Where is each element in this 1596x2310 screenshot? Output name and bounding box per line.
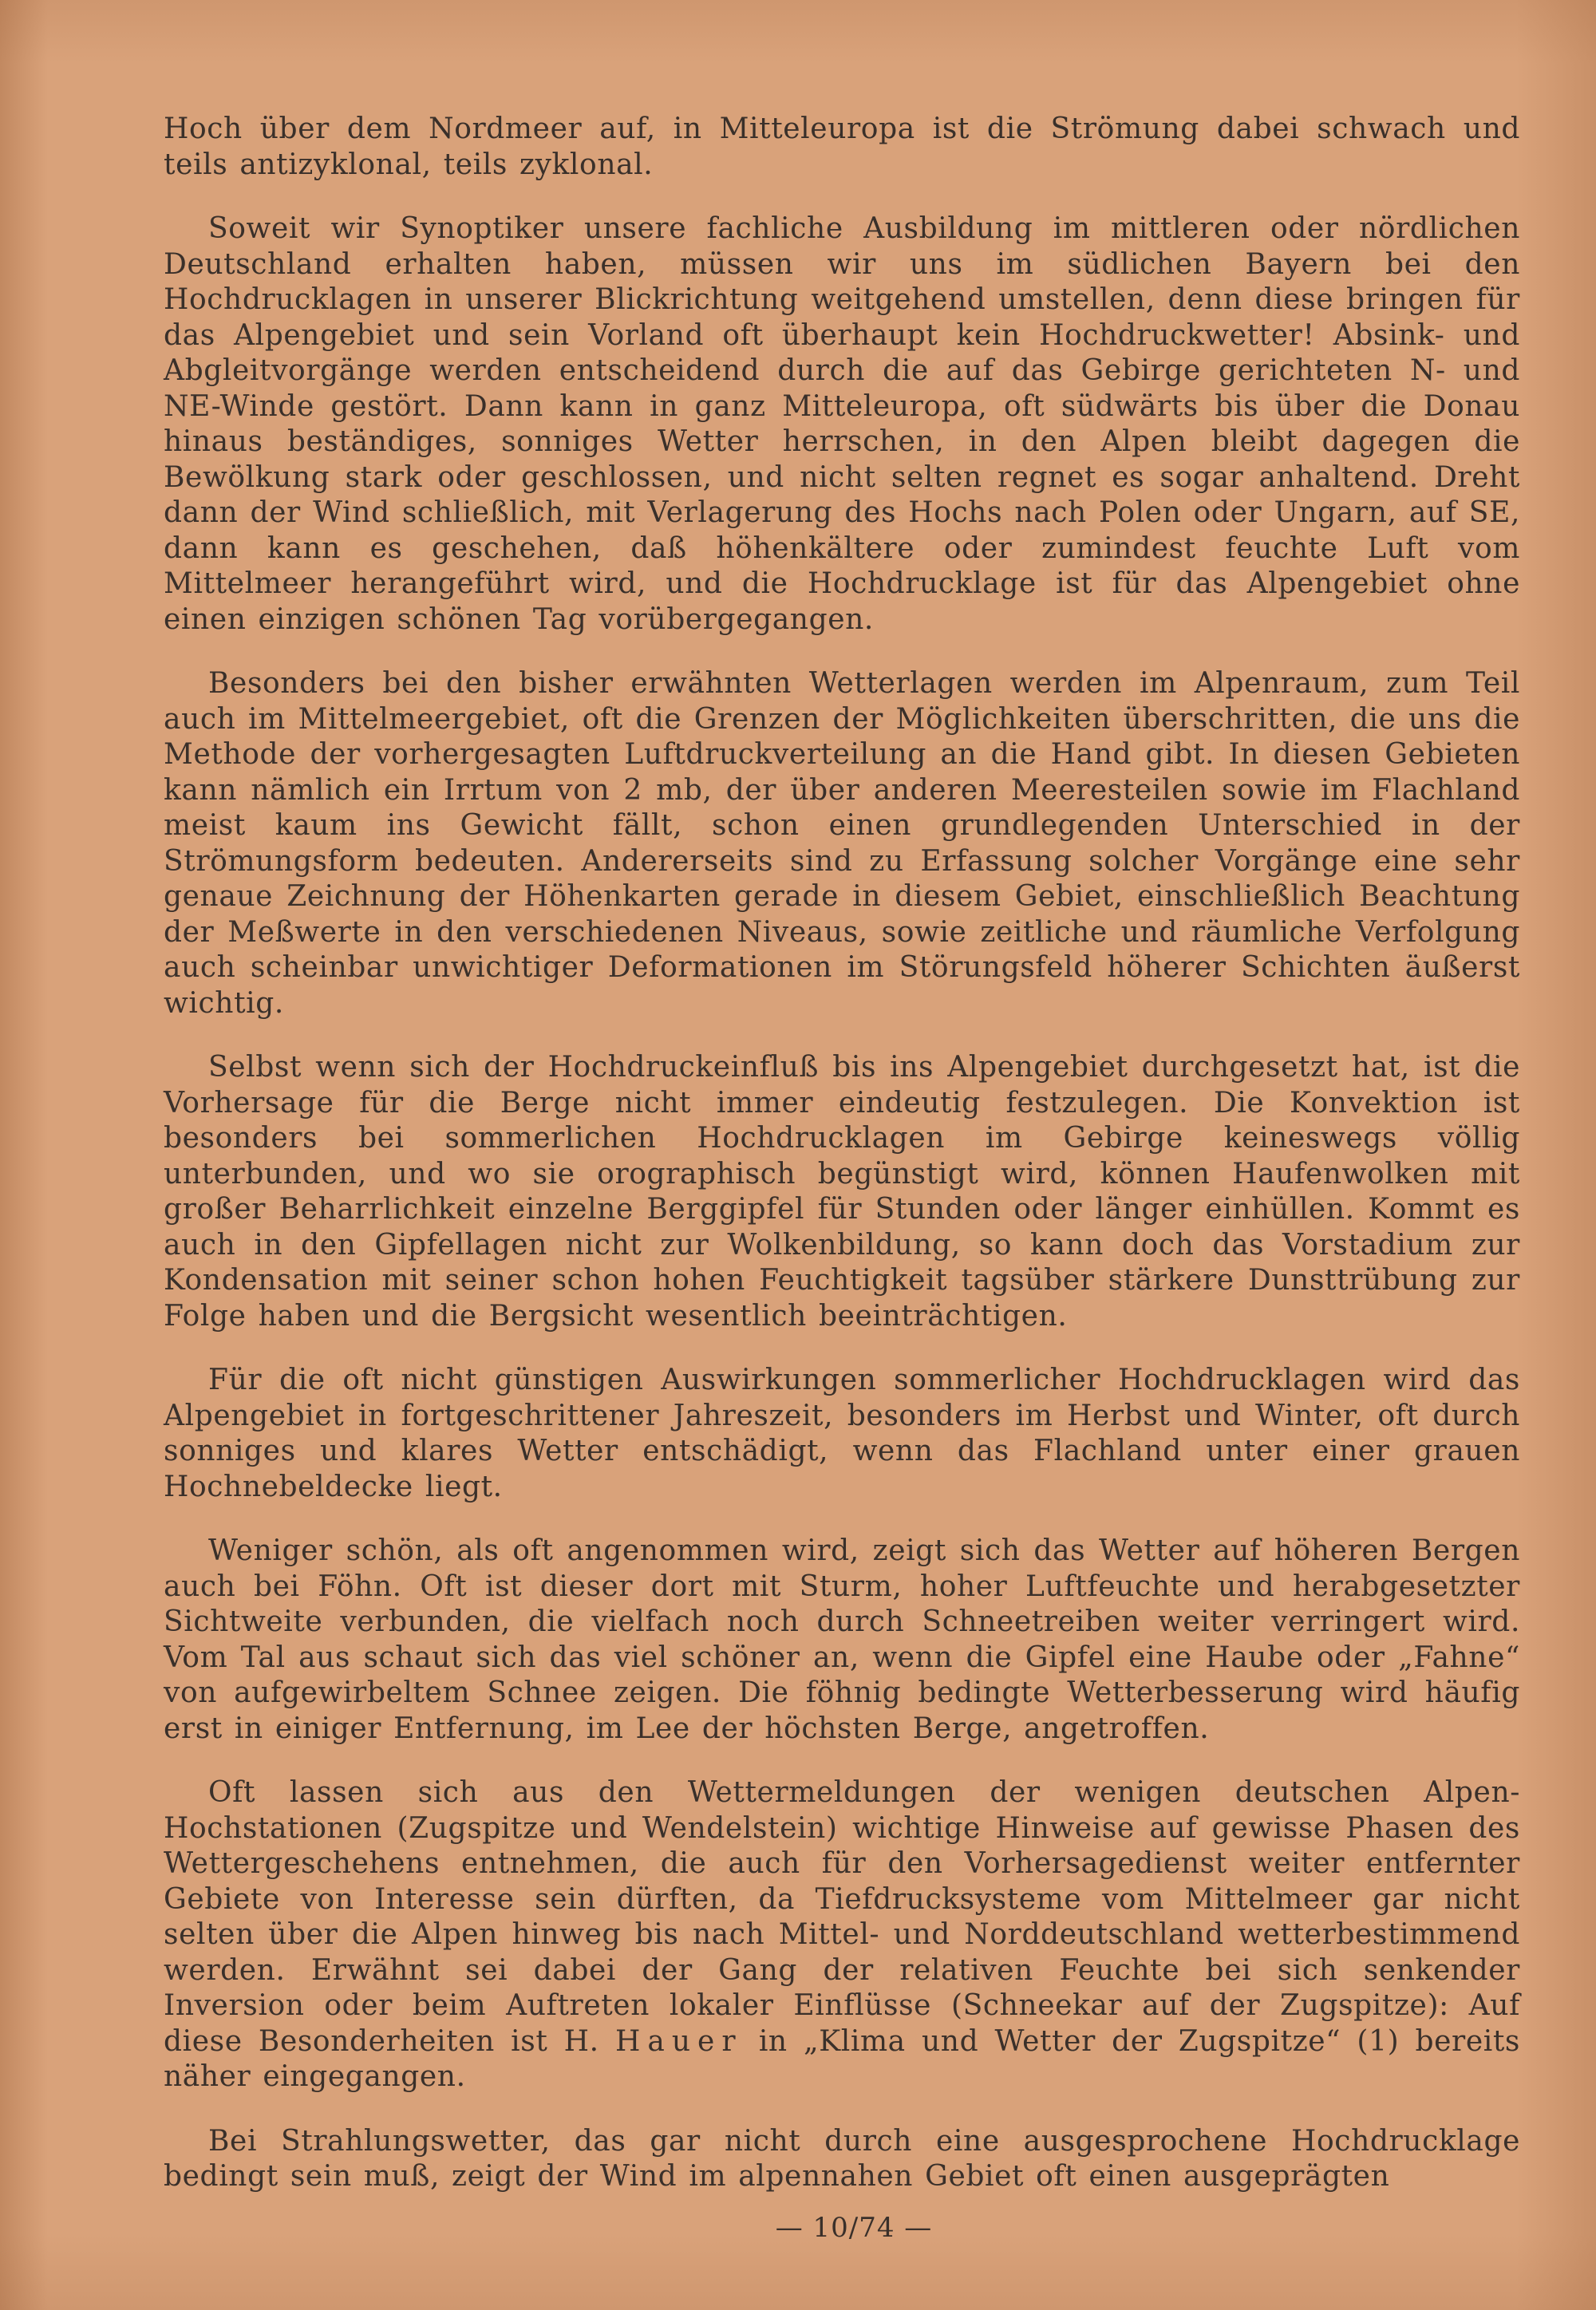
author-name-hauer: Hauer xyxy=(614,2024,743,2058)
paragraph-8: Bei Strahlungswetter, das gar nicht durch eine ausgesprochene Hochdrucklage bedingt sein muß, zeigt der Wind im alpennahen Gebiet oft einen ausgeprägten xyxy=(164,2124,1520,2193)
paragraph-4: Selbst wenn sich der Hochdruckeinfluß bis ins Alpengebiet durchgesetzt hat, ist die Vorhersage für die Berge nicht immer eindeutig festzulegen. Die Konvektion ist besonders bei sommerlichen Hochdrucklagen im Gebirge keineswegs völlig unterbunden, und wo sie orographisch begünstigt wird, können Haufenwolken mit großer Beharrlichkeit einzelne Berggipfel für Stunden oder länger einhüllen. Kommt es auch in den Gipfellagen nicht zur Wolkenbildung, so kann doch das Vorstadium zur Kondensation mit seiner schon hohen Feuchtigkeit tagsüber stärkere Dunsttrübung zur Folge haben und die Bergsicht wesentlich beeinträchtigen. xyxy=(164,1051,1520,1333)
paragraph-7-text-after: in „Klima und Wetter der Zugspitze“ (1) bereits näher eingegangen. xyxy=(164,2024,1520,2093)
page-body xyxy=(164,112,1520,2224)
paragraph-2: Soweit wir Synoptiker unsere fachliche Ausbildung im mittleren oder nördlichen Deutschland erhalten haben, müssen wir uns im südlichen Bayern bei den Hochdrucklagen in unserer Blickrichtung weitgehend umstellen, denn diese bringen für das Alpengebiet und sein Vorland oft überhaupt kein Hochdruckwetter! Absink- und Abgleitvorgänge werden entscheidend durch die auf das Gebirge gerichteten N- und NE-Winde gestört. Dann kann in ganz Mitteleuropa, oft südwärts bis über die Donau hinaus beständiges, sonniges Wetter herrschen, in den Alpen bleibt dagegen die Bewölkung stark oder geschlossen, und nicht selten regnet es sogar anhaltend. Dreht dann der Wind schließlich, mit Verlagerung des Hochs nach Polen oder Ungarn, auf SE, dann kann es geschehen, daß höhenkältere oder zumindest feuchte Luft vom Mittelmeer herangeführt wird, und die Hochdrucklage ist für das Alpengebiet ohne einen einzigen schönen Tag vorübergegangen. xyxy=(164,212,1520,636)
page-number: — 10/74 — xyxy=(775,2212,933,2244)
paragraph-1: Hoch über dem Nordmeer auf, in Mitteleuropa ist die Strömung dabei schwach und teils antizyklonal, teils zyklonal. xyxy=(164,113,1520,181)
paragraph-6: Weniger schön, als oft angenommen wird, zeigt sich das Wetter auf höheren Bergen auch bei Föhn. Oft ist dieser dort mit Sturm, hoher Luftfeuchte und herabgesetzter Sichtweite verbunden, die vielfach noch durch Schneetreiben weiter verringert wird. Vom Tal aus schaut sich das viel schöner an, wenn die Gipfel eine Haube oder „Fahne“ von aufgewirbeltem Schnee zeigen. Die föhnig bedingte Wetterbesserung wird häufig erst in einiger Entfernung, im Lee der höchsten Berge, angetroffen. xyxy=(164,1534,1520,1745)
paragraph-3: Besonders bei den bisher erwähnten Wetterlagen werden im Alpenraum, zum Teil auch im Mittelmeergebiet, oft die Grenzen der Möglichkeiten überschritten, die uns die Methode der vorhergesagten Luftdruckverteilung an die Hand gibt. In diesen Gebieten kann nämlich ein Irrtum von 2 mb, der über anderen Meeresteilen sowie im Flachland meist kaum ins Gewicht fällt, schon einen grundlegenden Unterschied in der Strömungsform bedeuten. Andererseits sind zu Erfassung solcher Vorgänge eine sehr genaue Zeichnung der Höhenkarten gerade in diesem Gebiet, einschließlich Beachtung der Meßwerte in den verschiedenen Niveaus, sowie zeitliche und räumliche Verfolgung auch scheinbar unwichtiger Deformationen im Störungsfeld höherer Schichten äußerst wichtig. xyxy=(164,667,1520,1020)
page-footer xyxy=(0,2212,1596,2244)
paragraph-5: Für die oft nicht günstigen Auswirkungen sommerlicher Hochdrucklagen wird das Alpengebiet in fortgeschrittener Jahreszeit, besonders im Herbst und Winter, oft durch sonniges und klares Wetter entschädigt, wenn das Flachland unter einer grauen Hochnebeldecke liegt. xyxy=(164,1364,1520,1503)
paragraph-7-text-before: Oft lassen sich aus den Wettermeldungen der wenigen deutschen Alpen-Hochstationen (Zugspitze und Wendelstein) wichtige Hinweise auf gewisse Phasen des Wettergeschehens entnehmen, die auch für den Vorhersagedienst weiter entfernter Gebiete von Interesse sein dürften, da Tiefdrucksysteme vom Mittelmeer gar nicht selten über die Alpen hinweg bis nach Mittel- und Norddeutschland wetterbestimmend werden. Erwähnt sei dabei der Gang der relativen Feuchte bei sich senkender Inversion oder beim Auftreten lokaler Einflüsse (Schneekar auf der Zugspitze): Auf diese Besonderheiten ist H. xyxy=(164,1776,1520,2058)
paragraph-7 xyxy=(164,1775,1520,2095)
